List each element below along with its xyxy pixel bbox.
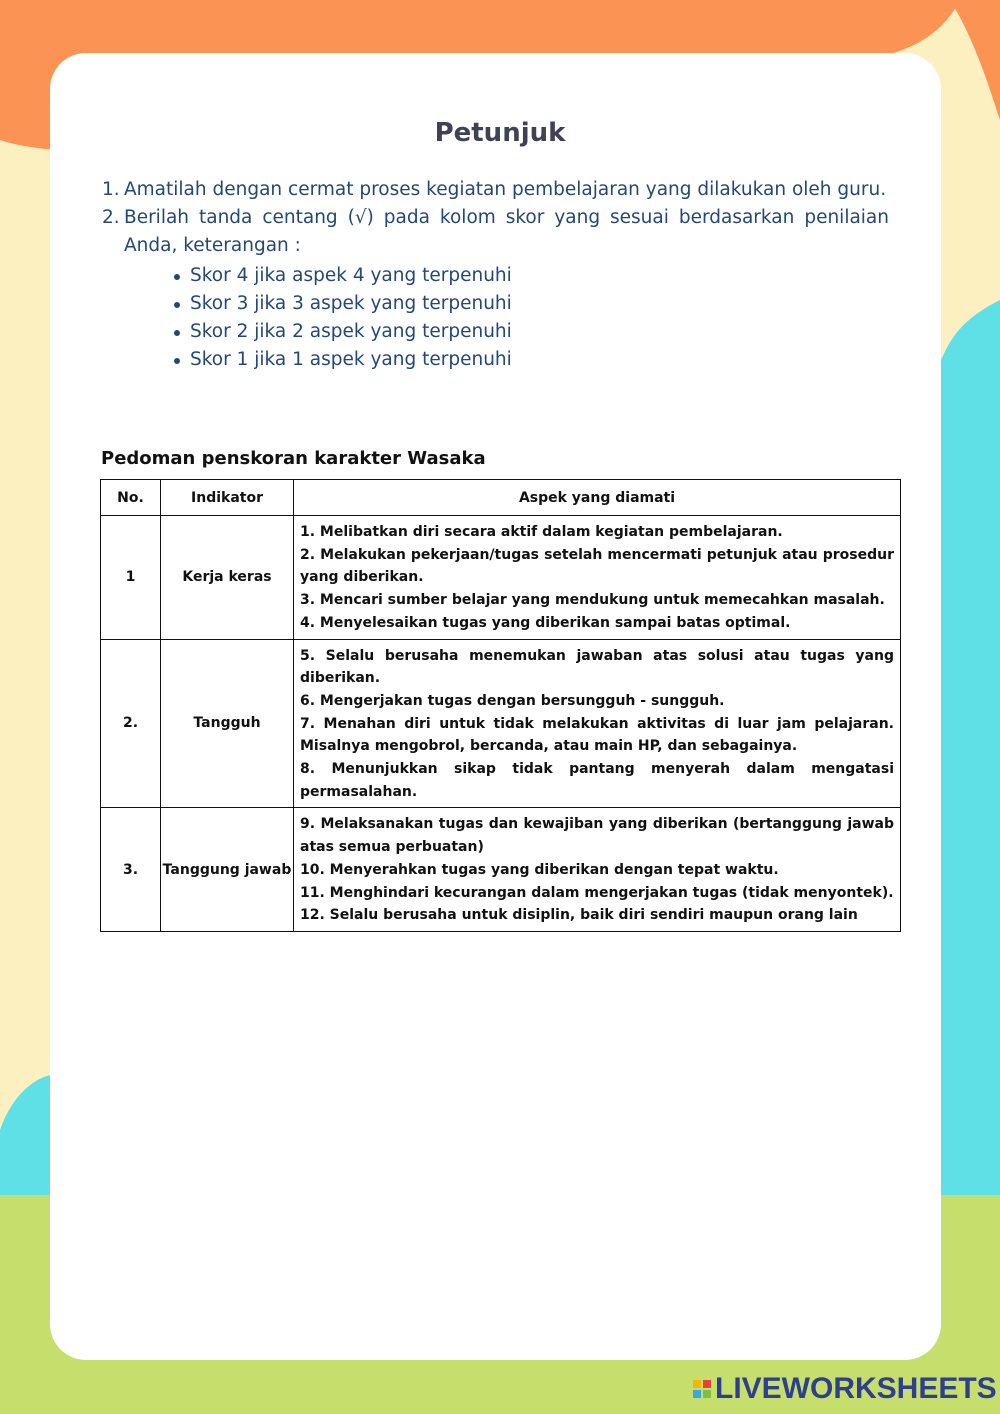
score-bullet: Skor 4 jika aspek 4 yang terpenuhi bbox=[190, 262, 889, 290]
liveworksheets-logo[interactable] bbox=[693, 1374, 997, 1404]
row-indikator: Kerja keras bbox=[161, 516, 294, 640]
header-aspek: Aspek yang diamati bbox=[294, 480, 901, 516]
aspek-item: 8. Menunjukkan sikap tidak pantang menyerah dalam mengatasi permasalahan. bbox=[300, 761, 894, 800]
header-no: No. bbox=[101, 480, 161, 516]
aspek-item: 3. Mencari sumber belajar yang mendukung untuk memecahkan masalah. bbox=[300, 592, 885, 609]
page-title: Petunjuk bbox=[434, 118, 566, 148]
score-bullet: Skor 2 jika 2 aspek yang terpenuhi bbox=[190, 318, 889, 346]
row-indikator: Tangguh bbox=[161, 639, 294, 808]
row-number: 2. bbox=[101, 639, 161, 808]
row-aspek bbox=[294, 808, 901, 932]
row-aspek bbox=[294, 639, 901, 808]
logo-text: LIVEWORKSHEETS bbox=[715, 1372, 997, 1405]
instruction-item-1 bbox=[102, 176, 889, 204]
aspek-item: 7. Menahan diri untuk tidak melakukan aktivitas di luar jam pelajaran. Misalnya mengobrol, bercanda, atau main HP, dan sebagainya. bbox=[300, 715, 894, 755]
aspek-item: 2. Melakukan pekerjaan/tugas setelah mencermati petunjuk atau prosedur yang diberikan. bbox=[300, 546, 894, 586]
row-indikator: Tanggung jawab bbox=[161, 808, 294, 932]
score-bullet: Skor 1 jika 1 aspek yang terpenuhi bbox=[190, 346, 889, 374]
aspek-item: 5. Selalu berusaha menemukan jawaban atas solusi atau tugas yang diberikan. bbox=[300, 647, 894, 687]
table-title: Pedoman penskoran karakter Wasaka bbox=[101, 448, 486, 469]
table-row bbox=[101, 639, 901, 808]
score-bullet-list bbox=[102, 262, 889, 374]
instruction-number: 2. bbox=[102, 207, 120, 228]
instruction-item-2 bbox=[102, 204, 889, 260]
aspek-item: 11. Menghindari kecurangan dalam mengerjakan tugas (tidak menyontek). bbox=[300, 884, 894, 901]
instructions bbox=[102, 176, 889, 374]
aspek-item: 12. Selalu berusaha untuk disiplin, baik diri sendiri maupun orang lain bbox=[300, 907, 858, 924]
table-row bbox=[101, 516, 901, 640]
aspek-item: 9. Melaksanakan tugas dan kewajiban yang diberikan (bertanggung jawab atas semua perbuatan) bbox=[300, 816, 894, 856]
score-bullet: Skor 3 jika 3 aspek yang terpenuhi bbox=[190, 290, 889, 318]
instruction-text: Berilah tanda centang (√) pada kolom skor yang sesuai berdasarkan penilaian Anda, keterangan : bbox=[124, 207, 889, 256]
aspek-item: 6. Mengerjakan tugas dengan bersungguh - sungguh. bbox=[300, 692, 725, 709]
aspek-item: 4. Menyelesaikan tugas yang diberikan sampai batas optimal. bbox=[300, 614, 791, 631]
header-indikator: Indikator bbox=[161, 480, 294, 516]
aspek-item: 1. Melibatkan diri secara aktif dalam kegiatan pembelajaran. bbox=[300, 524, 783, 540]
liveworksheets-logo-icon bbox=[693, 1380, 711, 1398]
scoring-table bbox=[100, 479, 901, 932]
cyan-right-shape bbox=[941, 300, 1000, 1200]
instruction-number: 1. bbox=[102, 179, 120, 200]
row-number: 3. bbox=[101, 808, 161, 932]
instruction-text: Amatilah dengan cermat proses kegiatan pembelajaran yang dilakukan oleh guru. bbox=[124, 179, 887, 200]
row-number: 1 bbox=[101, 516, 161, 640]
row-aspek bbox=[294, 516, 901, 640]
aspek-item: 10. Menyerahkan tugas yang diberikan dengan tepat waktu. bbox=[300, 861, 779, 878]
table-header-row bbox=[101, 480, 901, 516]
table-row bbox=[101, 808, 901, 932]
